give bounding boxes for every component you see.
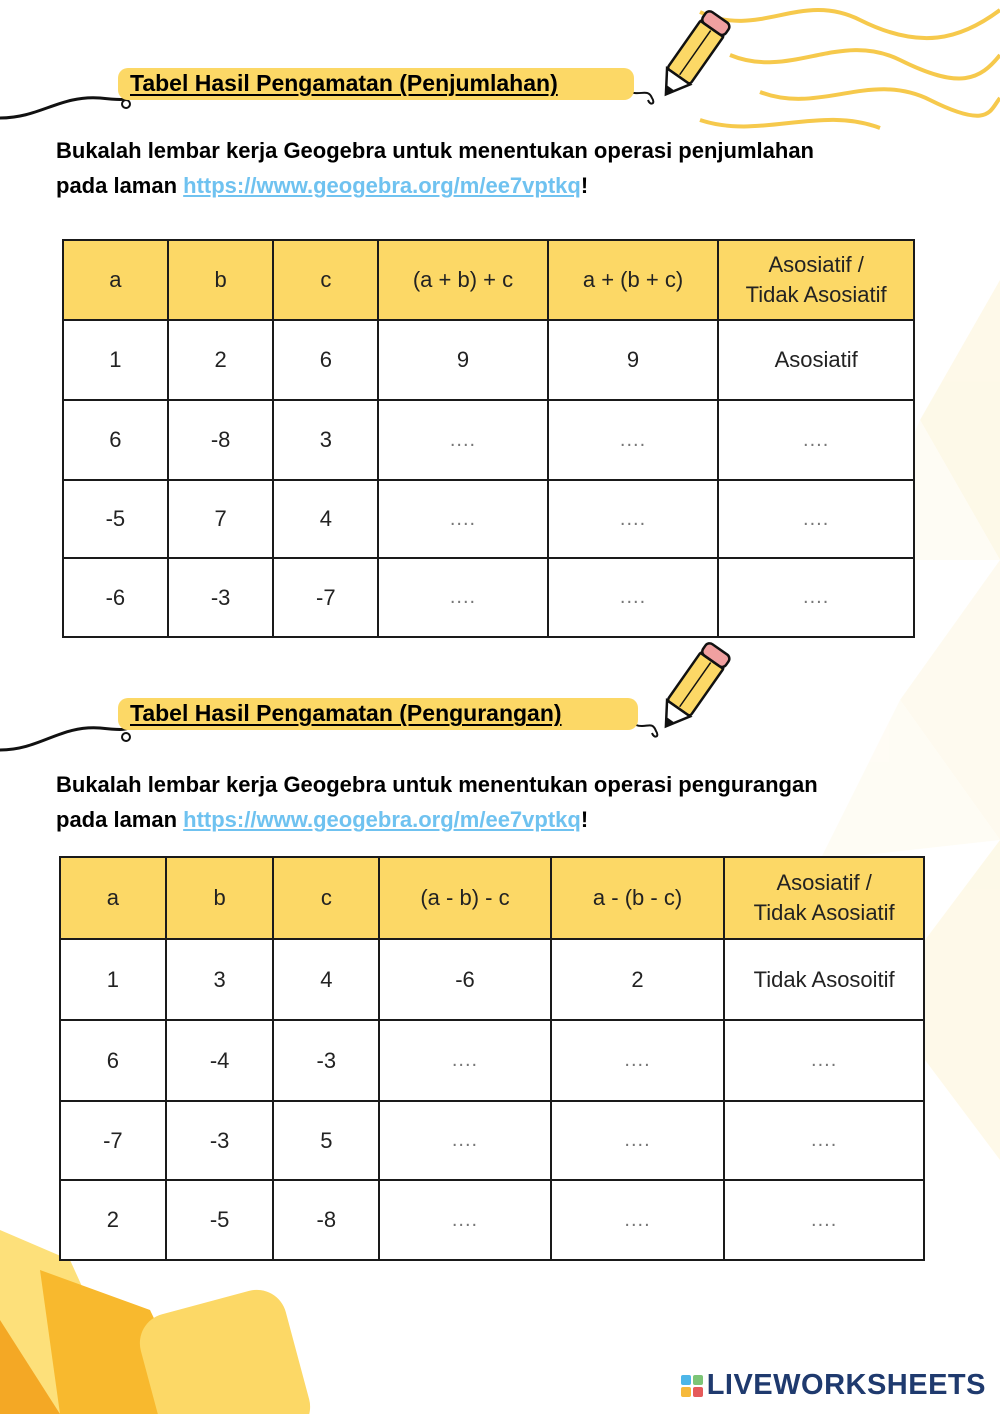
answer-blank[interactable]: ....: [548, 558, 719, 637]
cell-b: -3: [166, 1101, 274, 1180]
instruction-line: [56, 802, 956, 837]
section-title: Tabel Hasil Pengamatan (Penjumlahan): [130, 70, 558, 96]
header-a: a: [63, 240, 168, 320]
header-c: c: [273, 857, 379, 939]
header-b: b: [168, 240, 274, 320]
geogebra-link[interactable]: https://www.geogebra.org/m/ee7vptkq: [183, 807, 581, 832]
table-header-row: [60, 857, 924, 939]
cell-a: 6: [60, 1020, 166, 1101]
answer-blank[interactable]: ....: [378, 400, 548, 480]
answer-blank[interactable]: ....: [378, 558, 548, 637]
instruction-prefix: pada laman: [56, 807, 184, 832]
cell-b: -8: [168, 400, 274, 480]
table-row: [60, 1180, 924, 1260]
answer-blank[interactable]: ....: [718, 558, 914, 637]
header-result: Asosiatif / Tidak Asosiatif: [718, 240, 914, 320]
cell-c: 6: [273, 320, 378, 400]
cell-b: 7: [168, 480, 274, 558]
cell-a: 6: [63, 400, 168, 480]
answer-blank[interactable]: ....: [379, 1101, 551, 1180]
table-row: [60, 1020, 924, 1101]
answer-blank[interactable]: ....: [548, 400, 719, 480]
section-title: Tabel Hasil Pengamatan (Pengurangan): [130, 700, 562, 726]
table-row: [60, 1101, 924, 1180]
cell-a: 2: [60, 1180, 166, 1260]
header-result: Asosiatif / Tidak Asosiatif: [724, 857, 924, 939]
answer-blank[interactable]: ....: [551, 1180, 725, 1260]
cell-c: -7: [273, 558, 378, 637]
cell-c: 4: [273, 939, 379, 1020]
cell-c: 4: [273, 480, 378, 558]
header-c: c: [273, 240, 378, 320]
header-b: b: [166, 857, 274, 939]
answer-blank[interactable]: ....: [724, 1180, 924, 1260]
cell-a: 1: [60, 939, 166, 1020]
answer-blank[interactable]: ....: [724, 1020, 924, 1101]
cell-right-grouping: 9: [548, 320, 719, 400]
cell-result: Tidak Asosoitif: [724, 939, 924, 1020]
header-right-grouping: a + (b + c): [548, 240, 719, 320]
cell-c: -3: [273, 1020, 379, 1101]
instruction-line: Bukalah lembar kerja Geogebra untuk menentukan operasi pengurangan: [56, 772, 818, 797]
cell-c: 5: [273, 1101, 379, 1180]
answer-blank[interactable]: ....: [718, 480, 914, 558]
instruction-suffix: !: [580, 173, 589, 198]
answer-blank[interactable]: ....: [379, 1020, 551, 1101]
cell-b: -4: [166, 1020, 274, 1101]
cell-result: Asosiatif: [718, 320, 914, 400]
geogebra-link[interactable]: https://www.geogebra.org/m/ee7vptkq: [183, 173, 581, 198]
instruction-prefix: pada laman: [56, 173, 184, 198]
instruction-line: Bukalah lembar kerja Geogebra untuk menentukan operasi penjumlahan: [56, 138, 814, 163]
instruction-suffix: !: [580, 807, 589, 832]
answer-blank[interactable]: ....: [551, 1101, 725, 1180]
table-row: [60, 939, 924, 1020]
header-a: a: [60, 857, 166, 939]
answer-blank[interactable]: ....: [379, 1180, 551, 1260]
logo-grid-icon: [681, 1375, 703, 1397]
answer-blank[interactable]: ....: [551, 1020, 725, 1101]
cell-b: 3: [166, 939, 274, 1020]
header-left-grouping: (a + b) + c: [378, 240, 548, 320]
observation-table-subtraction: [59, 856, 925, 1261]
cell-b: -3: [168, 558, 274, 637]
instruction-text: [56, 767, 956, 837]
answer-blank[interactable]: ....: [718, 400, 914, 480]
header-right-grouping: a - (b - c): [551, 857, 725, 939]
header-left-grouping: (a - b) - c: [379, 857, 551, 939]
answer-blank[interactable]: ....: [548, 480, 719, 558]
cell-right-grouping: 2: [551, 939, 725, 1020]
cell-left-grouping: 9: [378, 320, 548, 400]
cell-a: -7: [60, 1101, 166, 1180]
cell-c: 3: [273, 400, 378, 480]
cell-a: 1: [63, 320, 168, 400]
answer-blank[interactable]: ....: [724, 1101, 924, 1180]
cell-b: 2: [168, 320, 274, 400]
cell-left-grouping: -6: [379, 939, 551, 1020]
liveworksheets-logo: [681, 1369, 986, 1402]
cell-c: -8: [273, 1180, 379, 1260]
cell-a: -6: [63, 558, 168, 637]
logo-text: LIVEWORKSHEETS: [706, 1369, 986, 1401]
cell-b: -5: [166, 1180, 274, 1260]
cell-a: -5: [63, 480, 168, 558]
answer-blank[interactable]: ....: [378, 480, 548, 558]
